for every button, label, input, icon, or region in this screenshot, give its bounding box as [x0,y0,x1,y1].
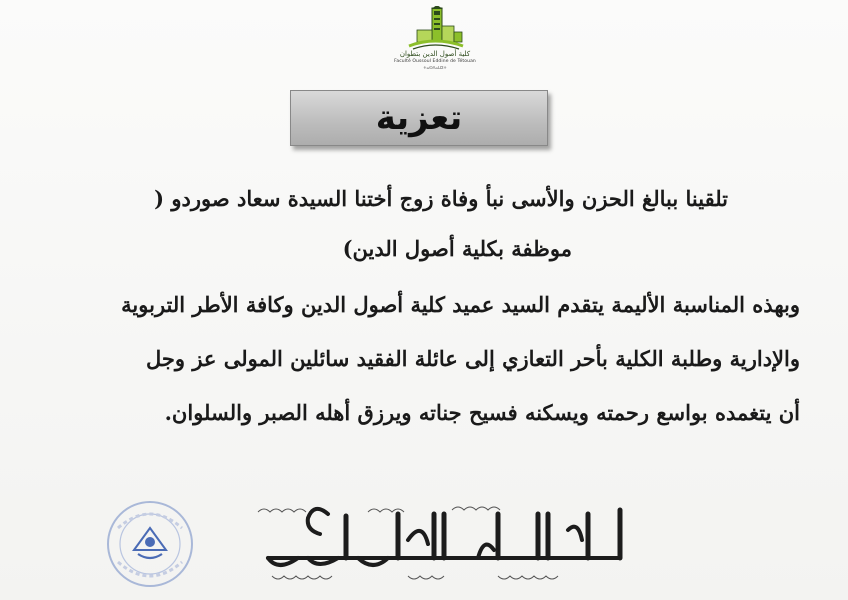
logo-small-text: ⵜⴰⵙⴷⴰⵡⵉⵜ [423,65,447,70]
body-line-4: والإدارية وطلبة الكلية بأحر التعازي إلى عائلة الفقيد سائلين المولى عز وجل [145,346,800,371]
page-title: تعزية [375,98,463,138]
title-box [290,90,548,146]
building-emblem-icon [395,6,475,50]
logo-french-name: Faculté Oussoul Eddine de Tétouan [394,59,476,64]
logo-arabic-name: كلية أصول الدين بتطوان [399,50,471,58]
body-line-5: أن يتغمده بواسع رحمته ويسكنه فسيح جناته ويرزق أهله الصبر والسلوان. [164,400,800,425]
body-line-2: موظفة بكلية أصول الدين) [342,236,572,261]
calligraphy-art-icon [248,500,640,584]
seal-stamp-icon [104,498,196,590]
faculty-logo [390,6,480,74]
body-line-3: وبهذه المناسبة الأليمة يتقدم السيد عميد كلية أصول الدين وكافة الأطر التربوية [121,292,800,317]
faculty-seal [104,498,196,590]
body-line-1: تلقينا ببالغ الحزن والأسى نبأ وفاة زوج أختنا السيدة سعاد صوردو ( [154,186,728,211]
calligraphy-verse [248,500,640,584]
